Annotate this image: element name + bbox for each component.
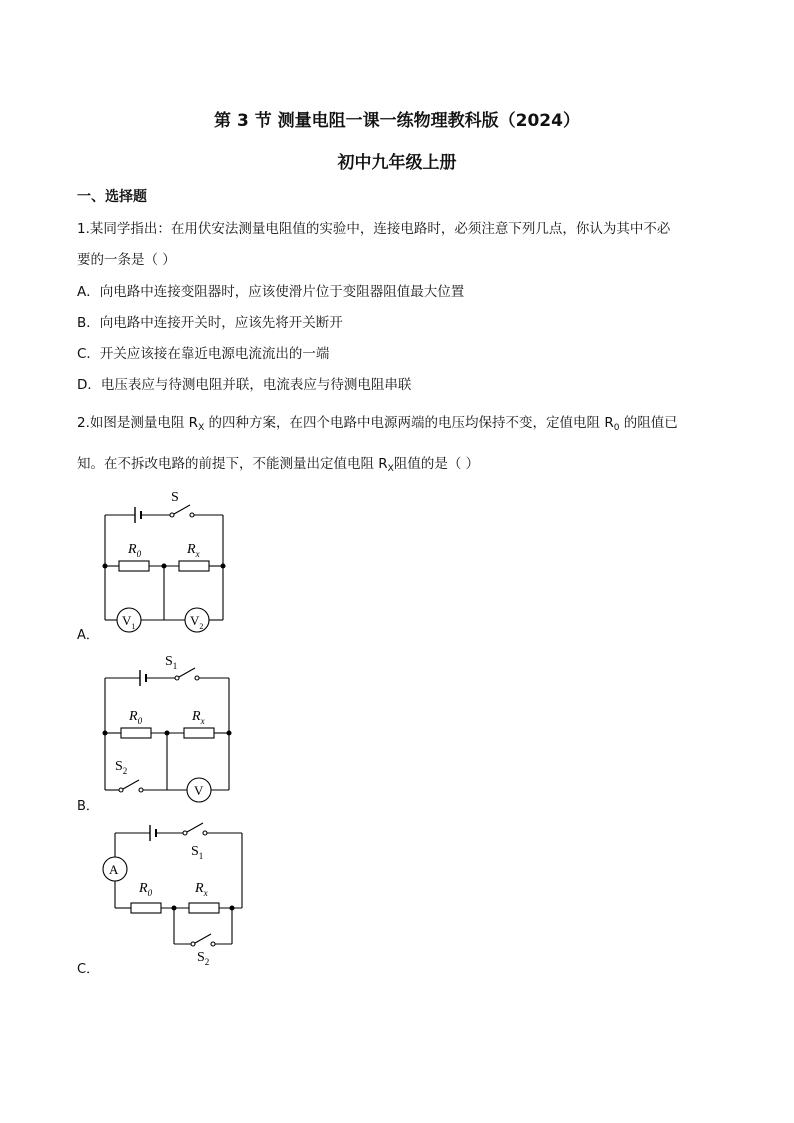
label-s1: $S_1$ xyxy=(191,844,204,861)
section-heading: 一、选择题 xyxy=(77,189,147,205)
q2-option-a-label: A． xyxy=(77,628,99,643)
q2-option-b-label: B． xyxy=(77,799,99,814)
q2-stem-line1: 2.如图是测量电阻 $R_X$ 的四种方案，在四个电路中电源两端的电压均保持不变，定值电阻 $R_0$ 的阻值已 xyxy=(77,415,678,433)
ammeter-a: A xyxy=(109,862,119,877)
label-rx: $R_x$ xyxy=(187,542,200,559)
q2-stem-line2: 知。在不拆改电路的前提下，不能测量出定值电阻 $R_X$阻值的是（ ） xyxy=(77,456,480,474)
voltmeter-v: V xyxy=(194,783,204,798)
q2-option-c-label: C． xyxy=(77,962,100,977)
q1-option-c: C．开关应该接在靠近电源电流流出的一端 xyxy=(77,346,330,362)
label-r0: $R_0$ xyxy=(128,542,142,559)
label-s2: $S_2$ xyxy=(197,950,210,967)
voltmeter-v2: $V_2$ xyxy=(190,613,204,631)
circuit-diagram-a xyxy=(95,485,235,635)
q1-option-b: B．向电路中连接开关时，应该先将开关断开 xyxy=(77,315,343,331)
page-title: 第 3 节 测量电阻一课一练物理教科版（2024） xyxy=(214,111,580,131)
label-rx: $R_x$ xyxy=(192,709,205,726)
q1-stem-line1: 1.某同学指出：在用伏安法测量电阻值的实验中，连接电路时，必须注意下列几点，你认为其中不必 xyxy=(77,221,671,237)
label-s1: $S_1$ xyxy=(165,654,178,671)
label-s: S xyxy=(171,490,179,505)
page-subtitle: 初中九年级上册 xyxy=(337,153,457,173)
q1-option-d: D．电压表应与待测电阻并联，电流表应与待测电阻串联 xyxy=(77,377,412,393)
label-r0: $R_0$ xyxy=(139,881,153,898)
q1-option-a: A．向电路中连接变阻器时，应该使滑片位于变阻器阻值最大位置 xyxy=(77,284,465,300)
circuit-diagram-c xyxy=(95,818,250,978)
label-rx: $R_x$ xyxy=(195,881,208,898)
q1-stem-line2: 要的一条是（ ） xyxy=(77,252,176,268)
voltmeter-v1: $V_1$ xyxy=(122,613,136,631)
circuit-diagram-b xyxy=(95,648,240,808)
label-r0: $R_0$ xyxy=(129,709,143,726)
label-s2: $S_2$ xyxy=(115,759,128,776)
